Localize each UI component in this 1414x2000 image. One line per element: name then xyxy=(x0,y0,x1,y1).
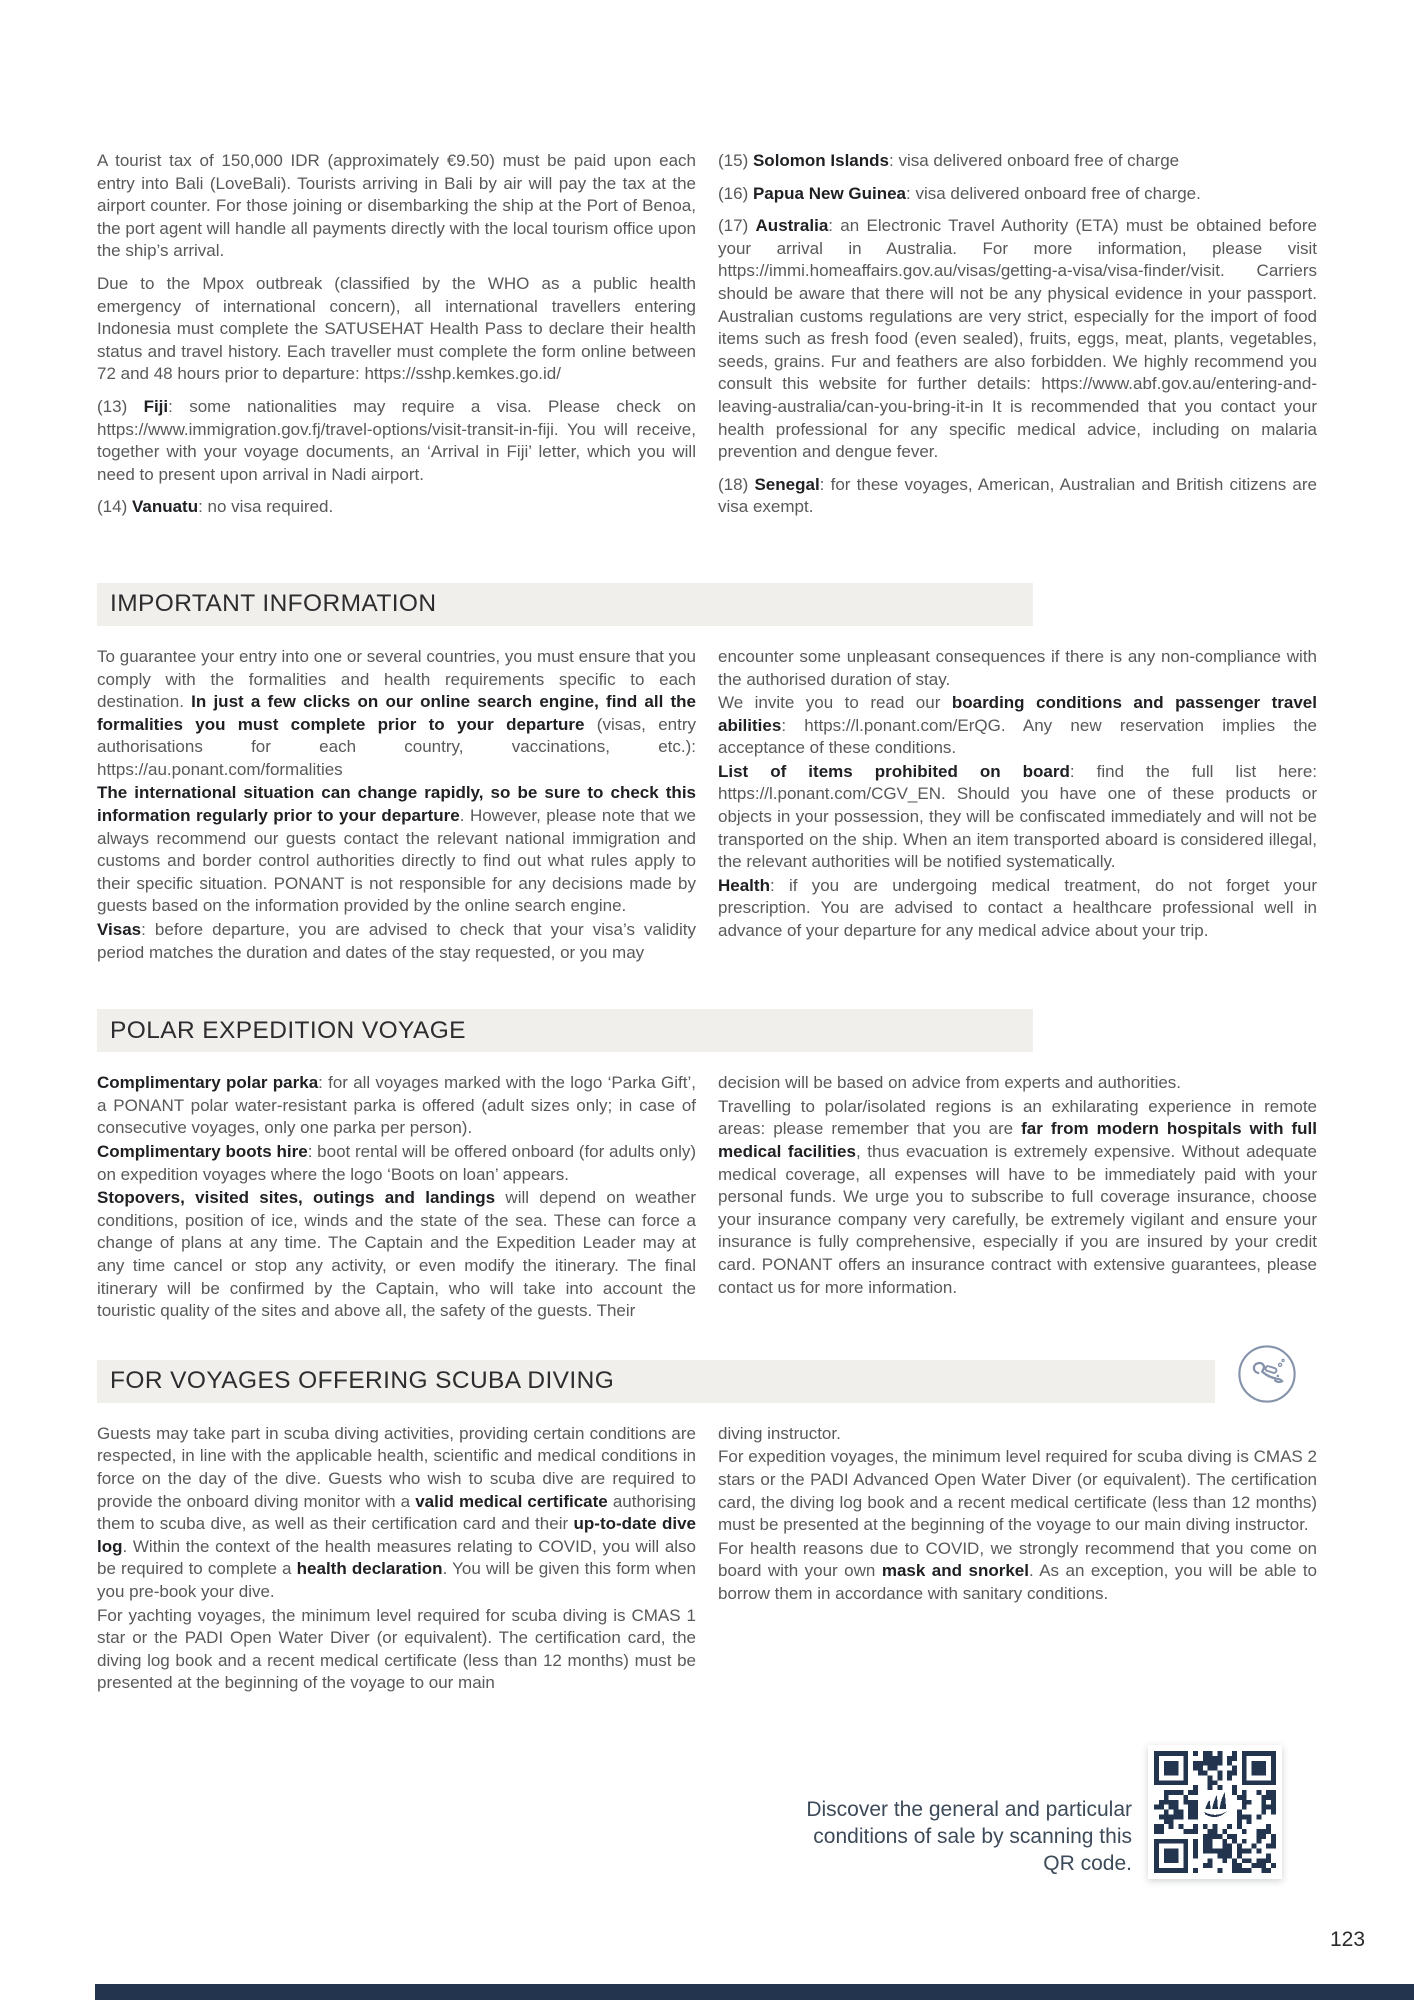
section-title: IMPORTANT INFORMATION xyxy=(110,590,437,618)
paragraph: (13) Fiji: some nationalities may require a visa. Please check on https://www.immigration.gov.fj/travel-options/visit-transit-in-fiji. You will receive, together with your voyage documents, an ‘Arrival in Fiji’ letter, which you will need to present upon arrival in Nadi airport. xyxy=(97,396,696,484)
top-right-column xyxy=(718,150,1317,529)
top-left-column xyxy=(97,150,696,529)
section-title-bar xyxy=(97,1009,1033,1052)
paragraph: To guarantee your entry into one or several countries, you must ensure that you comply with the formalities and health requirements specific to each destination. In just a few clicks on our online search engine, find all the formalities you must complete prior to your departure (visas, entry authorisations for each country, vaccinations, etc.): https://au.ponant.com/formalities xyxy=(97,646,696,779)
section-body xyxy=(97,1072,1317,1324)
footer-bar xyxy=(95,1984,1414,2000)
left-column xyxy=(97,1072,696,1324)
paragraph: A tourist tax of 150,000 IDR (approximately €9.50) must be paid upon each entry into Bali (LoveBali). Tourists arriving in Bali by air will pay the tax at the airport counter. For those joining or disembarking the ship at the Port of Benoa, the port agent will handle all payments directly with the local tourism office upon the ship’s arrival. xyxy=(97,151,696,261)
left-column xyxy=(97,646,696,965)
section-important-information xyxy=(97,583,1317,965)
qr-area xyxy=(787,1745,1282,1879)
right-column xyxy=(718,1423,1317,1696)
paragraph: Due to the Mpox outbreak (classified by the WHO as a public health emergency of international concern), all international travellers entering Indonesia must complete the SATUSEHAT Health Pass to declare their health status and travel history. Each traveller must complete the form online between 72 and 48 hours prior to departure: https://sshp.kemkes.go.id/ xyxy=(97,273,696,384)
paragraph: For health reasons due to COVID, we strongly recommend that you come on board with your own mask and snorkel. As an exception, you will be able to borrow them in accordance with sanitary conditions. xyxy=(718,1538,1317,1603)
paragraph: (17) Australia: an Electronic Travel Authority (ETA) must be obtained before your arrival in Australia. For more information, please visit https://immi.homeaffairs.gov.au/visas/getting-a-visa/visa-finder/visit. Carriers should be aware that there will not be any physical evidence in your passport. Australian customs regulations are very strict, especially for the import of food items such as fresh food (even sealed), fruits, eggs, meat, plants, vegetables, seeds, grains. Fur and feathers are also forbidden. We highly recommend you consult this website for further details: https://www.abf.gov.au/entering-and-leaving-australia/can-you-bring-it-in It is recommended that you contact your health professional for any specific medical advice, including on malaria prevention and dengue fever. xyxy=(718,216,1317,462)
paragraph: Health: if you are undergoing medical treatment, do not forget your prescription. You are advised to contact a healthcare professional well in advance of your departure for any medical advice about your trip. xyxy=(718,875,1317,941)
section-polar-expedition-voyage xyxy=(97,1009,1317,1324)
paragraph: The international situation can change rapidly, so be sure to check this information regularly prior to your departure. However, please note that we always recommend our guests contact the relevant national immigration and customs and border control authorities directly to find out what rules apply to their specific situation. PONANT is not responsible for any decisions made by guests based on the information provided by the online search engine. xyxy=(97,783,696,916)
paragraph: Stopovers, visited sites, outings and landings will depend on weather conditions, position of ice, winds and the state of the sea. These can force a change of plans at any time. The Captain and the Expedition Leader may at any time cancel or stop any activity, or even modify the itinerary. The final itinerary will be confirmed by the Captain, who will take into account the touristic quality of the sites and above all, the safety of the guests. Their xyxy=(97,1188,696,1321)
section-title-bar xyxy=(97,1360,1215,1403)
section-body xyxy=(97,1423,1317,1696)
paragraph: Visas: before departure, you are advised to check that your visa’s validity period matches the duration and dates of the stay requested, or you may xyxy=(97,920,696,962)
paragraph: Guests may take part in scuba diving activities, providing certain conditions are respected, in line with the applicable health, scientific and medical conditions in force on the day of the dive. Guests who wish to scuba dive are required to provide the onboard diving monitor with a valid medical certificate authorising them to scuba dive, as well as their certification card and their up-to-date dive log. Within the context of the health measures relating to COVID, you will also be required to complete a health declaration. You will be given this form when you pre-book your dive. xyxy=(97,1423,696,1601)
left-column xyxy=(97,1423,696,1696)
right-column xyxy=(718,1072,1317,1324)
paragraph: Complimentary boots hire: boot rental will be offered onboard (for adults only) on expedition voyages where the logo ‘Boots on loan’ appears. xyxy=(97,1142,697,1184)
page-number: 123 xyxy=(1330,1928,1366,1951)
paragraph: We invite you to read our boarding conditions and passenger travel abilities: https://l.ponant.com/ErQG. Any new reservation implies the acceptance of these conditions. xyxy=(718,693,1317,758)
paragraph: For expedition voyages, the minimum level required for scuba diving is CMAS 2 stars or the PADI Advanced Open Water Diver (or equivalent). The certification card, the diving log book and a recent medical certificate (less than 12 months) must be presented at the beginning of the voyage to our main diving instructor. xyxy=(718,1447,1317,1535)
paragraph: diving instructor. xyxy=(718,1423,841,1443)
top-section xyxy=(97,150,1317,529)
paragraph: List of items prohibited on board: find the full list here: https://l.ponant.com/CGV_EN. Should you have one of these products or objects in your possession, they will be confiscated immediately and will not be transported on the ship. When an item transported aboard is considered illegal, the relevant authorities will be notified systematically. xyxy=(718,761,1317,872)
paragraph: (15) Solomon Islands: visa delivered onboard free of charge xyxy=(718,151,1180,170)
paragraph: (16) Papua New Guinea: visa delivered onboard free of charge. xyxy=(718,183,1201,203)
scuba-diver-icon xyxy=(1236,1343,1298,1405)
paragraph: Complimentary polar parka: for all voyages marked with the logo ‘Parka Gift’, a PONANT polar water-resistant parka is offered (adult sizes only; in case of consecutive voyages, only one parka per person). xyxy=(97,1073,696,1138)
qr-caption: Discover the general and particular conditions of sale by scanning this QR code. xyxy=(806,1798,1132,1875)
section-scuba-diving xyxy=(97,1360,1317,1696)
right-column xyxy=(718,646,1317,965)
section-title: POLAR EXPEDITION VOYAGE xyxy=(110,1016,466,1044)
section-title-bar xyxy=(97,583,1033,626)
section-title: FOR VOYAGES OFFERING SCUBA DIVING xyxy=(110,1367,615,1395)
paragraph: encounter some unpleasant consequences if there is any non-compliance with the authorised duration of stay. xyxy=(718,646,1317,689)
paragraph: decision will be based on advice from experts and authorities. xyxy=(718,1073,1182,1093)
paragraph: (18) Senegal: for these voyages, American, Australian and British citizens are visa exempt. xyxy=(718,474,1317,517)
paragraph: (14) Vanuatu: no visa required. xyxy=(97,497,334,517)
paragraph: Travelling to polar/isolated regions is an exhilarating experience in remote areas: please remember that you are far from modern hospitals with full medical facilities, thus evacuation is extremely expensive. Without adequate medical coverage, all expenses will have to be immediately paid with your personal funds. We urge you to subscribe to full coverage insurance, choose your insurance company very carefully, be extremely vigilant and ensure your insurance is fully comprehensive, especially if you are insured by your credit card. PONANT offers an insurance contract with extensive guarantees, please contact us for more information. xyxy=(718,1096,1317,1297)
qr-code xyxy=(1148,1745,1282,1879)
paragraph: For yachting voyages, the minimum level required for scuba diving is CMAS 1 star or the PADI Open Water Diver (or equivalent). The certification card, the diving log book and a recent medical certificate (less than 12 months) must be presented at the beginning of the voyage to our main xyxy=(97,1605,696,1693)
section-body xyxy=(97,646,1317,965)
